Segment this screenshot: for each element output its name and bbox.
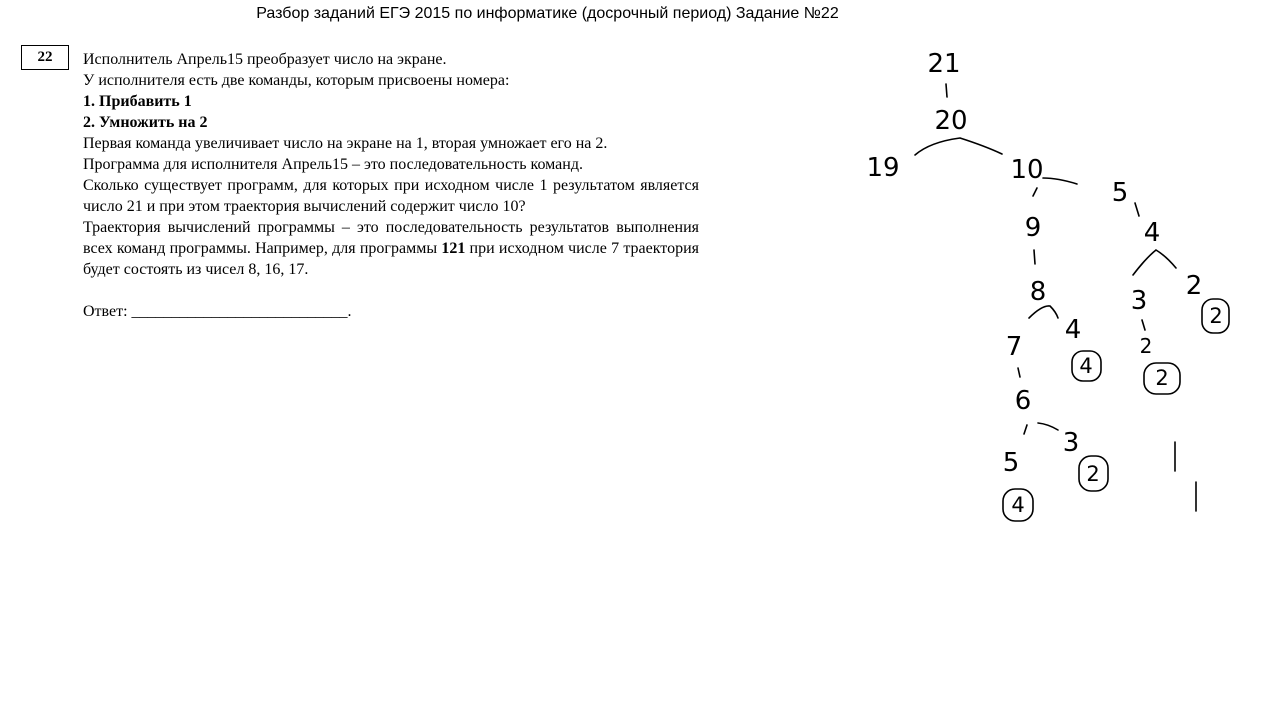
tree-node-3-b: 3 (1130, 286, 1148, 316)
tree-node-9: 9 (1024, 213, 1042, 243)
page-header: Разбор заданий ЕГЭ 2015 по информатике (досрочный период) Задание №22 (256, 5, 839, 22)
task-line-4: Программа для исполнителя Апрель15 – это последовательность команд. (83, 156, 583, 173)
tree-node-8: 8 (1029, 277, 1047, 307)
circled-leaf-4-a: 4 (1079, 354, 1093, 378)
edge-6-3 (1038, 423, 1058, 430)
tree-node-3-a: 3 (1062, 428, 1080, 458)
tree-node-20: 20 (934, 106, 968, 136)
edge-9-8 (1034, 250, 1035, 264)
edge-4-branches (1133, 250, 1176, 275)
edge-6-5 (1024, 425, 1027, 434)
definition-tail: при исходном числе 7 траектория будет состоять из чисел 8, 16, 17. (83, 240, 700, 278)
circled-leaf-2-a: 2 (1209, 304, 1223, 328)
circled-leaf-4-b: 4 (1011, 493, 1025, 517)
circled-leaf-2-b: 2 (1155, 366, 1169, 390)
edge-10-9 (1033, 188, 1037, 196)
tree-node-5-b: 5 (1111, 178, 1129, 208)
definition-text: Траектория вычислений программы – это последовательность результатов выполнения всех команд программы. Например, для программы (83, 219, 699, 257)
tree-node-5: 5 (1002, 448, 1020, 478)
task-question: Сколько существует программ, для которых при исходном числе 1 результатом является число 21 и при этом траектория вычислений содержит число 10? (83, 177, 699, 215)
command-2: 2. Умножить на 2 (83, 114, 208, 131)
definition-program: 121 (441, 240, 466, 257)
tree-connectors (915, 84, 1196, 511)
tree-node-21: 21 (927, 49, 961, 79)
edge-8-branches (1029, 306, 1058, 318)
edge-10-5 (1043, 178, 1077, 184)
edge-7-6 (1018, 368, 1020, 377)
tree-node-19: 19 (866, 153, 900, 183)
circled-leaf-2-c: 2 (1086, 462, 1100, 486)
edge-21-20 (946, 84, 947, 97)
edge-5-4 (1135, 203, 1139, 216)
task-line-3: Первая команда увеличивает число на экране на 1, вторая умножает его на 2. (83, 135, 608, 152)
tree-node-7: 7 (1005, 332, 1023, 362)
task-number-box: 22 (21, 45, 69, 70)
task-line-1: Исполнитель Апрель15 преобразует число на экране. (83, 51, 447, 68)
answer-line: Ответ: ___________________________. (83, 303, 352, 320)
edge-20-branches (915, 138, 1002, 155)
task-line-2: У исполнителя есть две команды, которым присвоены номера: (83, 72, 510, 89)
tree-node-4-a: 4 (1064, 315, 1082, 345)
tree-node-2-b: 2 (1139, 334, 1153, 358)
edge-3-2 (1142, 320, 1145, 330)
tree-node-10: 10 (1010, 155, 1044, 185)
tree-node-6: 6 (1014, 386, 1032, 416)
command-1: 1. Прибавить 1 (83, 93, 192, 110)
tree-node-4-b: 4 (1143, 218, 1161, 248)
tree-node-2-a: 2 (1185, 271, 1203, 301)
